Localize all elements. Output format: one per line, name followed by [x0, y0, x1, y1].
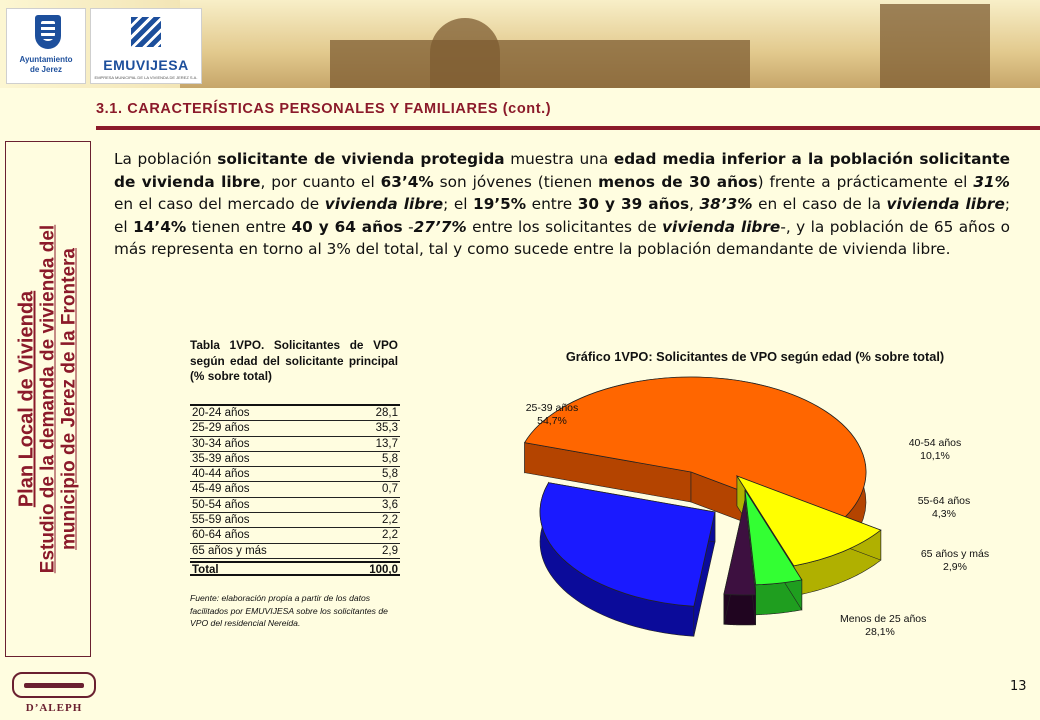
- sidebar-line-3: municipio de Jerez de la Frontera: [58, 248, 80, 550]
- pie-label-value: 2,9%: [943, 561, 967, 573]
- daleph-mark-icon: [12, 672, 96, 698]
- row-label: 35-39 años: [192, 452, 250, 465]
- sidebar-line-1: Plan Local de Vivienda: [15, 290, 38, 508]
- logo-subtext: EMPRESA MUNICIPAL DE LA VIVIENDA DE JEREZ S.A.: [94, 75, 198, 80]
- pie-label: [840, 613, 927, 639]
- row-value: 28,1: [375, 407, 398, 419]
- section-title: 3.1. CARACTERÍSTICAS PERSONALES Y FAMILIARES (cont.): [96, 101, 552, 117]
- row-value: 35,3: [375, 422, 398, 435]
- row-label: 50-54 años: [192, 498, 250, 511]
- row-value: 2,9: [382, 544, 398, 557]
- row-value: 13,7: [375, 437, 398, 450]
- pie-label: [904, 495, 984, 521]
- table-caption: Tabla 1VPO. Solicitantes de VPO según edad del solicitante principal (% sobre total): [190, 338, 398, 383]
- pie-label: [895, 437, 975, 463]
- pie-label-value: 10,1%: [920, 450, 950, 462]
- row-value: 2,2: [382, 514, 398, 527]
- row-value: 3,6: [382, 498, 398, 511]
- pie-label: [512, 402, 592, 428]
- pie-label-value: 28,1%: [865, 626, 895, 638]
- pie-label-name: 65 años y más: [920, 548, 990, 560]
- pie-label-name: Menos de 25 años: [840, 613, 927, 625]
- pie-label: [915, 548, 995, 574]
- pie-label-value: 54,7%: [537, 415, 567, 427]
- logo-text: EMUVIJESA: [103, 57, 189, 73]
- row-label: 45-49 años: [192, 483, 250, 496]
- row-label: 65 años y más: [192, 544, 267, 557]
- page-number: 13: [1010, 679, 1027, 694]
- row-value: 2,2: [382, 529, 398, 542]
- pie-slice: [540, 483, 715, 637]
- row-label: 55-59 años: [192, 514, 250, 527]
- table-source-note: Fuente: elaboración propia a partir de los datos facilitados por EMUVIJESA sobre los solicitantes de VPO del residencial Nereida.: [190, 593, 388, 628]
- logo-text: de Jerez: [29, 65, 63, 74]
- pie-label-name: 40-54 años: [908, 437, 962, 449]
- sidebar-line-2: Estudio de la demanda de vivienda del: [37, 224, 59, 574]
- total-value: 100,0: [369, 563, 398, 576]
- pie-label-value: 4,3%: [932, 508, 956, 520]
- daleph-brand: D’ALEPH: [25, 702, 83, 714]
- row-label: 40-44 años: [192, 468, 250, 481]
- row-label: 25-29 años: [192, 422, 250, 435]
- pie-label-name: 55-64 años: [917, 495, 971, 507]
- row-label: 60-64 años: [192, 529, 250, 542]
- row-value: 5,8: [382, 468, 398, 481]
- daleph-logo: [8, 670, 96, 716]
- row-label: 30-34 años: [192, 437, 250, 450]
- total-label: Total: [192, 563, 219, 576]
- logo-text: Ayuntamiento: [19, 55, 73, 64]
- pie-label-name: 25-39 años: [525, 402, 579, 414]
- row-value: 0,7: [382, 483, 398, 496]
- chart-title: Gráfico 1VPO: Solicitantes de VPO según edad (% sobre total): [565, 349, 945, 364]
- body-paragraph: La población solicitante de vivienda protegida muestra una edad media inferior a la población solicitante de vivienda libre, por cuanto el 63’4% son jóvenes (tienen menos de 30 años) frente a prácticamente el 31% en el caso del mercado de vivienda libre; el 19’5% entre 30 y 39 años, 38’3% en el caso de la vivienda libre; el 14’4% tienen entre 40 y 64 años -27’7% entre los solicitantes de vivienda libre-, y la población de 65 años o más representa en torno al 3% del total, tal y como sucede entre la población demandante de vivienda libre.: [114, 150, 1011, 259]
- row-value: 5,8: [382, 452, 398, 465]
- row-label: 20-24 años: [192, 407, 250, 419]
